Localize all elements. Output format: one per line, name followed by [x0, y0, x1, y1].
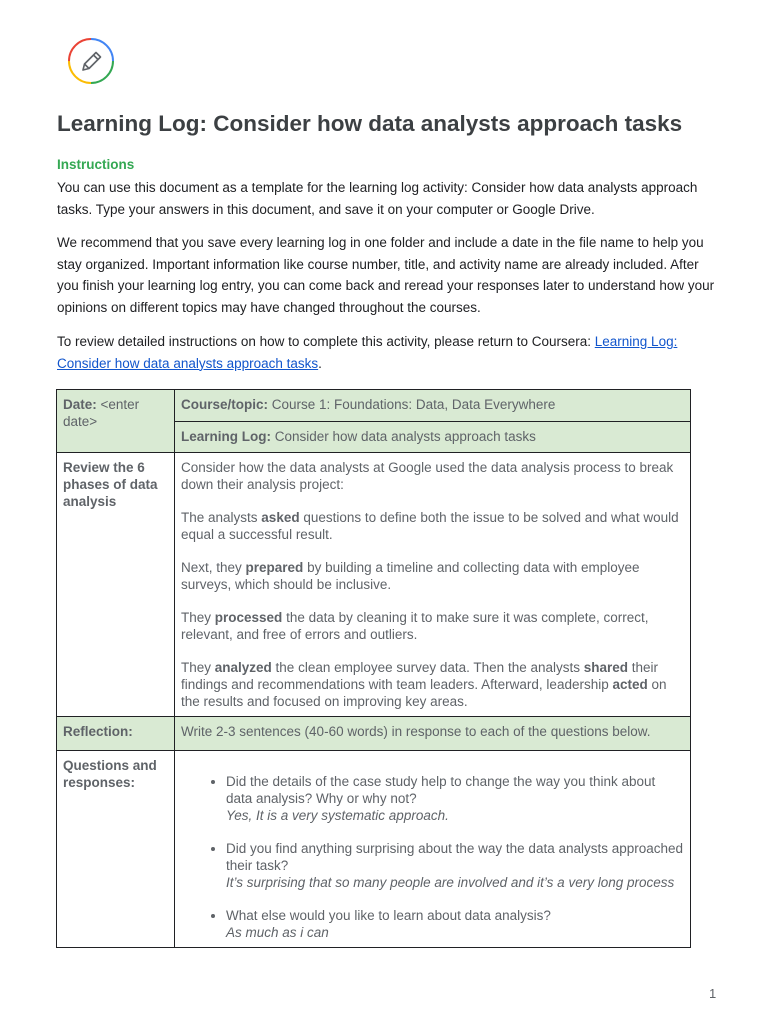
date-value: <enter date> — [63, 397, 140, 429]
pencil-logo-icon — [67, 37, 115, 85]
review-paragraph — [57, 331, 722, 374]
course-cell — [175, 390, 691, 422]
learning-log-table — [56, 389, 691, 948]
questions-label: Questions and responses: — [63, 758, 157, 790]
question-item — [226, 773, 684, 824]
review-label-cell — [57, 453, 175, 717]
phase-prepare-pre: Next, they — [181, 560, 246, 575]
phase-ask-pre: The analysts — [181, 510, 262, 525]
review-content-cell — [175, 453, 691, 717]
question-item — [226, 840, 684, 891]
phase-analyze-keyword: analyzed — [214, 660, 272, 675]
recommendation-paragraph: We recommend that you save every learning log in one folder and include a date in the file name to help you stay organized. Important information like course number, title, and activity name are already included. After you finish your learning log entry, you can come back and reread your responses later to understand how your opinions on different topics may have changed throughout the courses. — [57, 235, 715, 315]
phase-process-keyword: processed — [214, 610, 283, 625]
phase-ask — [181, 509, 684, 543]
instructions-heading: Instructions — [57, 157, 135, 172]
phase-prepare-keyword: prepared — [245, 560, 304, 575]
phase-process-post: the data by cleaning it to make sure it was complete, correct, relevant, and free of errors and outliers. — [181, 610, 649, 642]
phase-analyze-share-act — [181, 659, 684, 710]
answer-text[interactable]: It’s surprising that so many people are involved and it’s a very long process — [226, 875, 675, 890]
phase-share-keyword: shared — [583, 660, 629, 675]
learning-log-cell — [175, 422, 691, 453]
phase-act-keyword: acted — [612, 677, 648, 692]
reflection-text-cell — [175, 717, 691, 751]
intro-paragraph: You can use this document as a template for the learning log activity: Consider how data analysts approach tasks. Type your answers in this document, and save it on your computer or Google Drive. — [57, 180, 698, 217]
phase-analyze-pre: They — [181, 660, 215, 675]
question-text: Did the details of the case study help to change the way you think about data analysis? Why or why not? — [226, 774, 656, 806]
questions-list — [181, 773, 684, 941]
review-intro: Consider how the data analysts at Google used the data analysis process to break down their analysis project: — [181, 460, 674, 492]
reflection-label: Reflection: — [63, 724, 133, 739]
reflection-text: Write 2-3 sentences (40-60 words) in response to each of the questions below. — [181, 724, 651, 739]
answer-text[interactable]: As much as i can — [226, 925, 329, 940]
question-text: What else would you like to learn about data analysis? — [226, 908, 551, 923]
phase-prepare-post: by building a timeline and collecting data with employee surveys, which should be inclusive. — [181, 560, 640, 592]
question-text: Did you find anything surprising about the way the data analysts approached their task? — [226, 841, 684, 873]
course-value: Course 1: Foundations: Data, Data Everywhere — [268, 397, 556, 412]
log-label: Learning Log: — [181, 429, 271, 444]
date-cell[interactable] — [57, 390, 175, 453]
phase-ask-post: questions to define both the issue to be solved and what would equal a successful result. — [181, 510, 679, 542]
review-paragraph-end: . — [318, 355, 322, 371]
date-label: Date: — [63, 397, 97, 412]
phase-prepare — [181, 559, 684, 593]
question-item — [226, 907, 684, 941]
log-value: Consider how data analysts approach tasks — [271, 429, 536, 444]
phase-process-pre: They — [181, 610, 215, 625]
page-number: 1 — [709, 986, 717, 1001]
review-paragraph-text: To review detailed instructions on how to complete this activity, please return to Coursera: — [57, 334, 595, 349]
phase-analyze-mid: the clean employee survey data. Then the analysts — [271, 660, 584, 675]
phase-share-mid: their findings and recommendations with team leaders. Afterward, leadership — [181, 660, 659, 692]
coursera-link[interactable]: Learning Log: Consider how data analysts approach tasks — [57, 334, 678, 371]
review-label: Review the 6 phases of data analysis — [63, 460, 158, 509]
phase-act-post: on the results and focused on improving key areas. — [181, 677, 667, 709]
questions-label-cell — [57, 751, 175, 948]
reflection-label-cell — [57, 717, 175, 751]
phase-process — [181, 609, 684, 643]
questions-content-cell[interactable] — [175, 751, 691, 948]
course-label: Course/topic: — [181, 397, 269, 412]
answer-text[interactable]: Yes, It is a very systematic approach. — [226, 808, 449, 823]
page-title: Learning Log: Consider how data analysts approach tasks — [57, 111, 683, 136]
phase-ask-keyword: asked — [261, 510, 300, 525]
